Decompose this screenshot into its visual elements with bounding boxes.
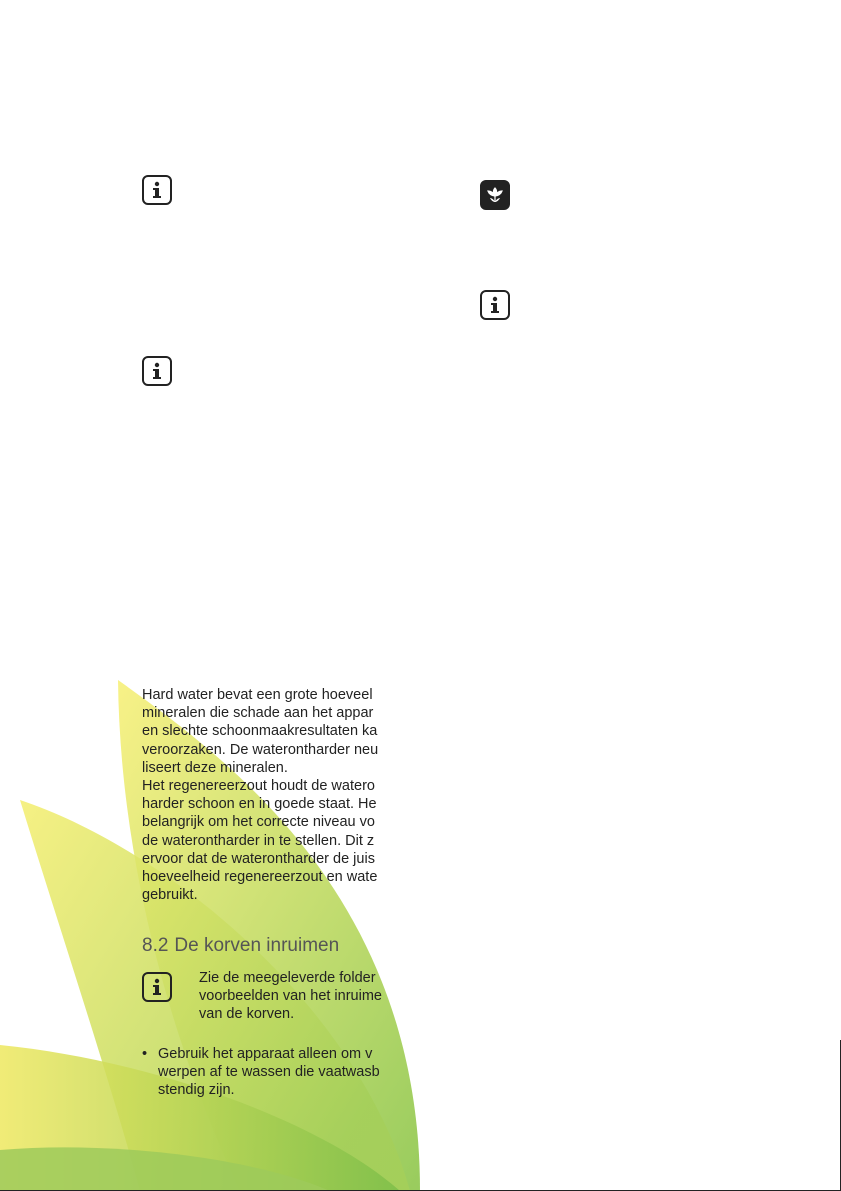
info-icon — [142, 175, 172, 205]
paragraph-line: ervoor dat de waterontharder de juis — [142, 850, 375, 867]
info-icon — [480, 290, 510, 320]
list-item — [142, 1045, 420, 1100]
paragraph-line: en slechte schoonmaakresultaten ka — [142, 723, 378, 740]
paragraph-line: de waterontharder in te stellen. Dit z — [142, 832, 375, 849]
water-softener-paragraph — [142, 686, 420, 904]
environment-flower-icon — [480, 180, 510, 210]
note-line: voorbeelden van het inruime — [199, 988, 382, 1005]
section-number: 8.2 — [142, 935, 169, 956]
section-heading — [142, 935, 420, 957]
bullet-list — [142, 1045, 420, 1100]
paragraph-line: hoeveelheid regenereerzout en wate — [142, 869, 378, 886]
paragraph-line: mineralen die schade aan het appar — [142, 705, 374, 722]
info-icon — [142, 972, 172, 1002]
list-item-line: • Gebruik het apparaat alleen om v — [158, 1046, 373, 1062]
paragraph-line: veroorzaken. De waterontharder neu — [142, 741, 379, 758]
note-line: Zie de meegeleverde folder — [199, 970, 376, 986]
paragraph-line: liseert deze mineralen. — [142, 759, 288, 776]
paragraph-line: gebruikt. — [142, 887, 198, 904]
list-item-line: stendig zijn. — [158, 1082, 235, 1099]
paragraph-line: harder schoon en in goede staat. He — [142, 796, 377, 813]
note-line: van de korven. — [199, 1006, 295, 1023]
paragraph-line: belangrijk om het correcte niveau vo — [142, 814, 375, 831]
paragraph-line: Hard water bevat een grote hoeveel — [142, 687, 373, 703]
info-note — [199, 969, 420, 1024]
list-item-line: werpen af te wassen die vaatwasb — [158, 1064, 380, 1081]
section-title: De korven inruimen — [174, 935, 340, 956]
paragraph-line: Het regenereerzout houdt de watero — [142, 778, 375, 795]
info-icon — [142, 356, 172, 386]
